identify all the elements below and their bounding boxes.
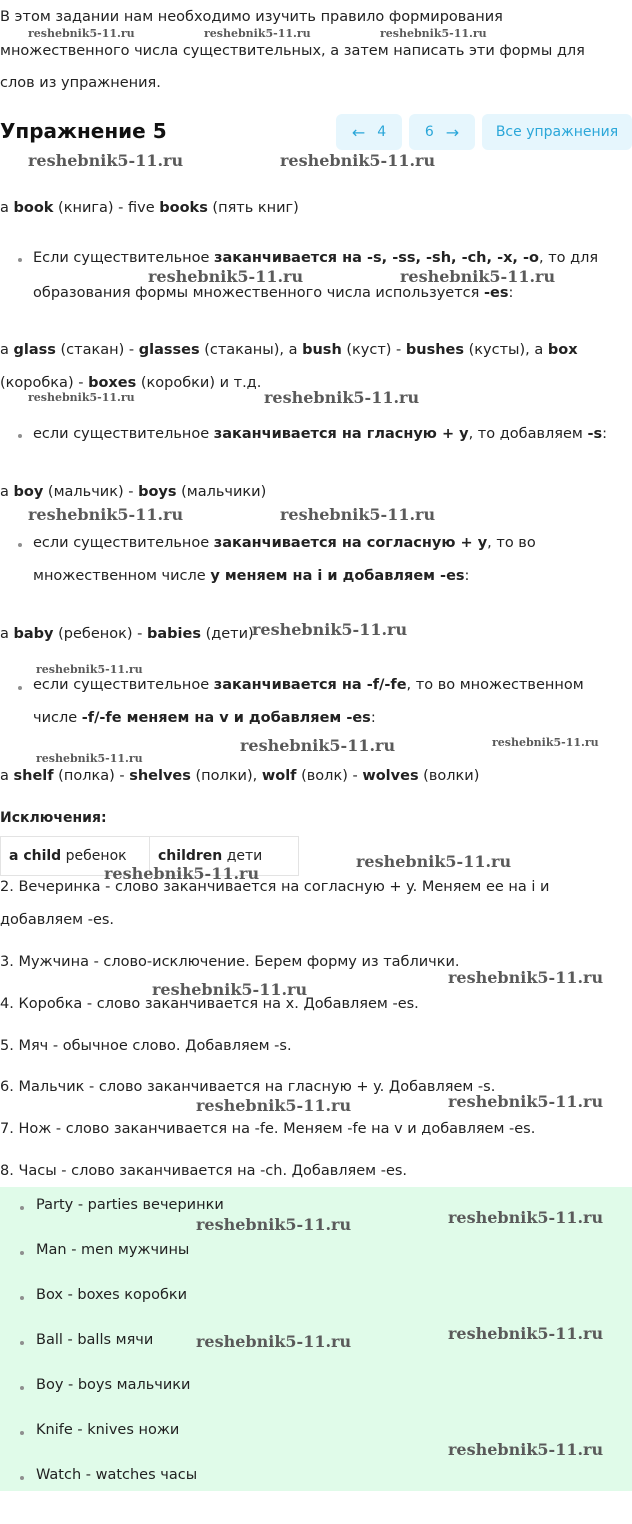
watermark: reshebnik5-11.ru	[28, 151, 184, 170]
bullet-dot	[20, 1386, 24, 1390]
bullet-dot	[18, 686, 22, 690]
exceptions-title: Исключения:	[0, 810, 107, 826]
watermark: reshebnik5-11.ru	[280, 151, 436, 170]
watermark: reshebnik5-11.ru	[264, 388, 420, 407]
watermark: reshebnik5-11.ru	[448, 1440, 604, 1459]
all-exercises-button[interactable]	[482, 114, 632, 150]
answer-item: Boy - boys мальчики	[36, 1377, 191, 1393]
intro-line-2: множественного числа существительных, а затем написать эти формы для	[0, 43, 585, 59]
watermark: reshebnik5-11.ru	[492, 736, 599, 749]
step-2-line-1: 2. Вечеринка - слово заканчивается на согласную + y. Меняем ее на i и	[0, 879, 550, 895]
bullet-dot	[20, 1296, 24, 1300]
step-8: 8. Часы - слово заканчивается на -ch. Добавляем -es.	[0, 1163, 408, 1179]
watermark: reshebnik5-11.ru	[448, 1092, 604, 1111]
bullet-dot	[20, 1206, 24, 1210]
example-boy: a boy (мальчик) - boys (мальчики)	[0, 484, 267, 500]
example-baby: a baby (ребенок) - babies (дети)	[0, 626, 254, 642]
watermark: reshebnik5-11.ru	[28, 391, 135, 404]
step-4: 4. Коробка - слово заканчивается на x. Добавляем -es.	[0, 996, 419, 1012]
watermark: reshebnik5-11.ru	[448, 1324, 604, 1343]
example-book: a book (книга) - five books (пять книг)	[0, 200, 299, 216]
bullet-dot	[20, 1476, 24, 1480]
watermark: reshebnik5-11.ru	[380, 27, 487, 40]
watermark: reshebnik5-11.ru	[240, 736, 396, 755]
watermark: reshebnik5-11.ru	[196, 1215, 352, 1234]
example-glass-bush-box: a glass (стакан) - glasses (стаканы), a bush (куст) - bushes (кусты), a box	[0, 342, 578, 358]
step-6: 6. Мальчик - слово заканчивается на гласную + y. Добавляем -s.	[0, 1079, 496, 1095]
prev-exercise-button[interactable]	[336, 114, 402, 150]
watermark: reshebnik5-11.ru	[148, 267, 304, 286]
answer-item: Box - boxes коробки	[36, 1287, 188, 1303]
watermark: reshebnik5-11.ru	[356, 852, 512, 871]
watermark: reshebnik5-11.ru	[28, 27, 135, 40]
watermark: reshebnik5-11.ru	[204, 27, 311, 40]
answer-item: Ball - balls мячи	[36, 1332, 154, 1348]
next-exercise-button[interactable]	[409, 114, 475, 150]
example-boxes: (коробка) - boxes (коробки) и т.д.	[0, 375, 262, 391]
example-shelf-wolf: a shelf (полка) - shelves (полки), wolf (волк) - wolves (волки)	[0, 768, 480, 784]
bullet-dot	[20, 1251, 24, 1255]
arrow-right-icon: →	[445, 122, 460, 142]
watermark: reshebnik5-11.ru	[36, 752, 143, 765]
rule-f-fe-line-1: если существительное заканчивается на -f/-fe, то во множественном	[33, 677, 584, 693]
watermark: reshebnik5-11.ru	[104, 864, 260, 883]
rule-consonant-y-line-2: множественном числе y меняем на i и добавляем -es:	[33, 568, 470, 584]
watermark: reshebnik5-11.ru	[28, 505, 184, 524]
watermark: reshebnik5-11.ru	[448, 1208, 604, 1227]
watermark: reshebnik5-11.ru	[280, 505, 436, 524]
table-cell: a child ребенок	[1, 837, 150, 876]
watermark: reshebnik5-11.ru	[252, 620, 408, 639]
rule-f-fe-line-2: числе -f/-fe меняем на v и добавляем -es:	[33, 710, 376, 726]
step-5: 5. Мяч - обычное слово. Добавляем -s.	[0, 1038, 292, 1054]
rule-es-line-1: Если существительное заканчивается на -s, -ss, -sh, -ch, -x, -o, то для	[33, 250, 599, 266]
rule-es-line-2: образования формы множественного числа используется -es:	[33, 285, 514, 301]
intro-line-1: В этом задании нам необходимо изучить правило формирования	[0, 9, 503, 25]
table-cell: children дети	[150, 837, 299, 876]
answer-item: Knife - knives ножи	[36, 1422, 180, 1438]
bullet-dot	[18, 543, 22, 547]
page-title: Упражнение 5	[0, 119, 167, 143]
watermark: reshebnik5-11.ru	[448, 968, 604, 987]
watermark: reshebnik5-11.ru	[196, 1332, 352, 1351]
answer-item: Party - parties вечеринки	[36, 1197, 224, 1213]
step-2-line-2: добавляем -es.	[0, 912, 115, 928]
watermark: reshebnik5-11.ru	[36, 663, 143, 676]
step-7: 7. Нож - слово заканчивается на -fe. Меняем -fe на v и добавляем -es.	[0, 1121, 536, 1137]
answer-item: Watch - watches часы	[36, 1467, 198, 1483]
watermark: reshebnik5-11.ru	[400, 267, 556, 286]
bullet-dot	[20, 1341, 24, 1345]
bullet-dot	[18, 258, 22, 262]
rule-vowel-y: если существительное заканчивается на гласную + y, то добавляем -s:	[33, 426, 608, 442]
watermark: reshebnik5-11.ru	[196, 1096, 352, 1115]
arrow-left-icon: ←	[351, 122, 366, 142]
bullet-dot	[20, 1431, 24, 1435]
bullet-dot	[18, 434, 22, 438]
all-exercises-label: Все упражнения	[495, 124, 619, 140]
answer-item: Man - men мужчины	[36, 1242, 190, 1258]
prev-exercise-label: 4	[377, 124, 387, 140]
intro-line-3: слов из упражнения.	[0, 75, 161, 91]
watermark: reshebnik5-11.ru	[152, 980, 308, 999]
next-exercise-label: 6	[424, 124, 434, 140]
rule-consonant-y-line-1: если существительное заканчивается на согласную + y, то во	[33, 535, 536, 551]
step-3: 3. Мужчина - слово-исключение. Берем форму из таблички.	[0, 954, 460, 970]
